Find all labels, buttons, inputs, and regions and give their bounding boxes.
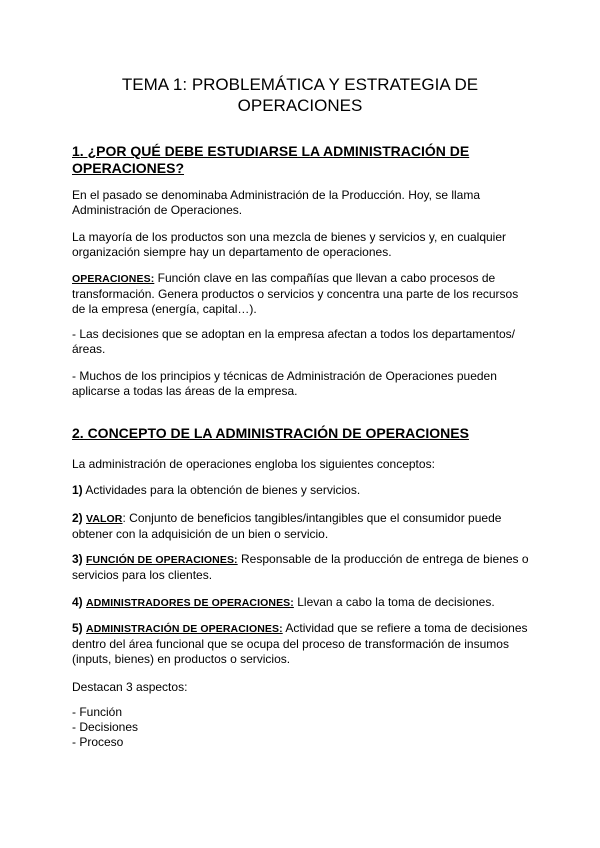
concept-item-4: [72, 595, 532, 611]
item-text: Responsable de la producción de entrega de bienes o servicios para los clientes.: [72, 552, 529, 582]
item-text: Actividades para la obtención de bienes y servicios.: [82, 483, 361, 497]
concept-item-3: [72, 552, 532, 583]
item-number: 1): [72, 483, 83, 497]
item-text: Llevan a cabo la toma de decisiones.: [293, 595, 495, 609]
section-1-paragraph-3: [72, 271, 532, 317]
section-2-intro: La administración de operaciones engloba los siguientes conceptos:: [72, 457, 435, 471]
section-1-paragraph-1: En el pasado se denominaba Administración de la Producción. Hoy, se llama Administración de Operaciones.: [72, 188, 481, 217]
list-item: - Función: [72, 705, 123, 719]
item-number: 4): [72, 595, 83, 609]
list-item: - Decisiones: [72, 720, 139, 734]
section-2-heading: 2. CONCEPTO DE LA ADMINISTRACIÓN DE OPERACIONES: [72, 425, 469, 441]
operaciones-label: OPERACIONES:: [72, 273, 155, 285]
item-text: : Conjunto de beneficios tangibles/intangibles que el consumidor puede obtener con la adquisición de un bien o servicio.: [72, 511, 502, 541]
item-text: Actividad que se refiere a toma de decisiones dentro del área funcional que se ocupa del proceso de transformación de insumos (inputs, bienes) en productos o servicios.: [72, 621, 528, 666]
document-title: TEMA 1: PROBLEMÁTICA Y ESTRATEGIA DE OPERACIONES: [121, 75, 479, 115]
item-number: 2): [72, 511, 83, 525]
funcion-label: FUNCIÓN DE OPERACIONES:: [86, 554, 238, 566]
concept-item-5: [72, 621, 532, 667]
aspects-list: [72, 705, 138, 750]
valor-label: VALOR: [86, 513, 123, 525]
concept-item-1: [72, 483, 532, 498]
item-number: 3): [72, 552, 83, 566]
section-1-paragraph-4: - Las decisiones que se adoptan en la empresa afectan a todos los departamentos/áreas.: [72, 327, 515, 356]
administracion-label: ADMINISTRACIÓN DE OPERACIONES:: [86, 623, 283, 635]
list-item: - Proceso: [72, 735, 124, 749]
section-1-paragraph-5: - Muchos de los principios y técnicas de Administración de Operaciones pueden aplicarse a todas las áreas de la empresa.: [72, 369, 497, 398]
item-number: 5): [72, 621, 83, 635]
administradores-label: ADMINISTRADORES DE OPERACIONES:: [86, 597, 294, 609]
section-1-paragraph-2: La mayoría de los productos son una mezcla de bienes y servicios y, en cualquier organización siempre hay un departamento de operaciones.: [72, 230, 507, 259]
aspects-intro: Destacan 3 aspectos:: [72, 680, 188, 694]
concept-item-2: [72, 511, 532, 542]
operaciones-definition: Función clave en las compañías que llevan a cabo procesos de transformación. Genera productos o servicios y concentra una parte de los recursos de la empresa (energía, capital…).: [72, 271, 519, 316]
section-1-heading: 1. ¿POR QUÉ DEBE ESTUDIARSE LA ADMINISTRACIÓN DE OPERACIONES?: [72, 143, 470, 176]
